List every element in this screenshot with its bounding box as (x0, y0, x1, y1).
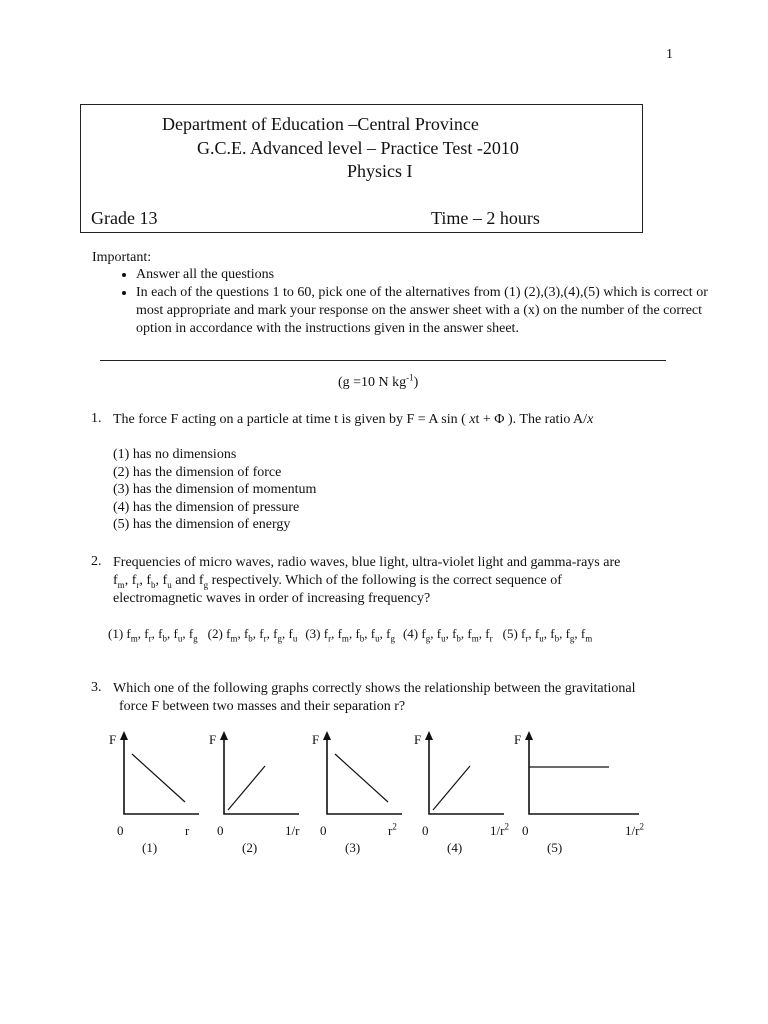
question-2-text: Frequencies of micro waves, radio waves, blue light, ultra-violet light and gamma-rays are $f_m$, $f_r$, $f_b$, $f_u$ and $f_g$ respectively. Which of the following is the correct sequence of electromagnetic waves in order of increasing frequency? (113, 555, 621, 606)
graph-curve (132, 754, 185, 802)
grade-label: Grade 13 (91, 208, 158, 228)
graph-plot (218, 728, 303, 823)
graph-curve (433, 766, 470, 810)
y-axis-label: F (414, 732, 422, 747)
answer-option: (1) $f_m$, $f_r$, $f_b$, $f_u$, $f_g$ (108, 626, 198, 644)
graph-option (505, 728, 695, 858)
question-2-options (108, 626, 592, 642)
graph-curve (228, 766, 265, 810)
origin-label: 0 (117, 823, 124, 838)
question-number: 3. (91, 680, 102, 695)
y-axis-label: F (109, 732, 117, 747)
graph-plot (523, 728, 643, 823)
option: (1) has no dimensions (113, 447, 237, 462)
x-axis-label: $1/r^2$ (625, 821, 644, 838)
graph-plot (423, 728, 508, 823)
y-axis-arrow (323, 731, 331, 740)
exam-title: G.C.E. Advanced level – Practice Test -2010 (197, 138, 519, 158)
graph-option-label: (2) (242, 840, 258, 855)
answer-option: (3) $f_r$, $f_m$, $f_b$, $f_u$, $f_g$ (305, 626, 395, 644)
option: (4) has the dimension of pressure (113, 499, 300, 515)
graph-curve (335, 754, 388, 802)
instructions-list (112, 266, 716, 338)
origin-label: 0 (320, 823, 327, 838)
divider (100, 360, 666, 361)
question-3-text: Which one of the following graphs correctly shows the relationship between the gravitational force F between two masses and their separation r? (113, 681, 636, 714)
answer-option: (5) $f_r$, $f_u$, $f_b$, $f_g$, $f_m$ (502, 626, 593, 644)
graph-option-label: (1) (142, 840, 158, 855)
graph-plot (321, 728, 406, 823)
option: (3) has the dimension of momentum (113, 482, 317, 497)
y-axis-arrow (525, 731, 533, 740)
gravity-constant: (g =10 N $kg^{-1}$) (338, 372, 419, 390)
answer-option: (4) $f_g$, $f_u$, $f_b$, $f_m$, $f_r$ (402, 626, 493, 644)
page-number: 1 (666, 47, 673, 62)
x-axis-label: 1/r (285, 823, 300, 838)
graph-option-label: (5) (547, 840, 563, 855)
y-axis-arrow (220, 731, 228, 740)
time-label: Time – 2 hours (431, 208, 540, 228)
graph-option-label: (3) (345, 840, 361, 855)
question-number: 2. (91, 554, 102, 569)
x-axis-label: r (185, 823, 190, 838)
origin-label: 0 (522, 823, 529, 838)
y-axis-label: F (514, 732, 522, 747)
question-1-options (113, 446, 316, 534)
question-number: 1. (91, 411, 102, 426)
instruction-item: • Answer all the questions (136, 266, 716, 284)
origin-label: 0 (217, 823, 224, 838)
origin-label: 0 (422, 823, 429, 838)
graph-plot (118, 728, 203, 823)
graph-axes (529, 734, 639, 814)
instructions-heading: Important: (92, 250, 152, 265)
graph-option-label: (4) (447, 840, 463, 855)
graph-axes (124, 734, 199, 814)
x-axis-label: $1/r^2$ (490, 821, 509, 838)
y-axis-label: F (209, 732, 217, 747)
x-axis-label: $r^2$ (388, 821, 397, 838)
instruction-item: • In each of the questions 1 to 60, pick one of the alternatives from (1) (2),(3),(4),(5) which is correct or most appropriate and mark your response on the answer sheet with a (x) on the number of the correct option in accordance with the instructions given in the answer sheet. (136, 284, 716, 338)
option: (2) has the dimension of force (113, 464, 282, 480)
option: (5) has the dimension of energy (113, 517, 291, 532)
y-axis-label: F (312, 732, 320, 747)
exam-header-box (80, 104, 643, 233)
y-axis-arrow (425, 731, 433, 740)
question-1-text: The force F acting on a particle at time t is given by F = A sin ( xt + Φ ). The ratio A/x (113, 412, 594, 427)
graph-axes (327, 734, 402, 814)
department-title: Department of Education –Central Province (162, 114, 479, 134)
subject-title: Physics I (347, 161, 413, 181)
answer-option: (2) $f_m$, $f_b$, $f_r$, $f_g$, $f_u$ (207, 626, 298, 644)
y-axis-arrow (120, 731, 128, 740)
